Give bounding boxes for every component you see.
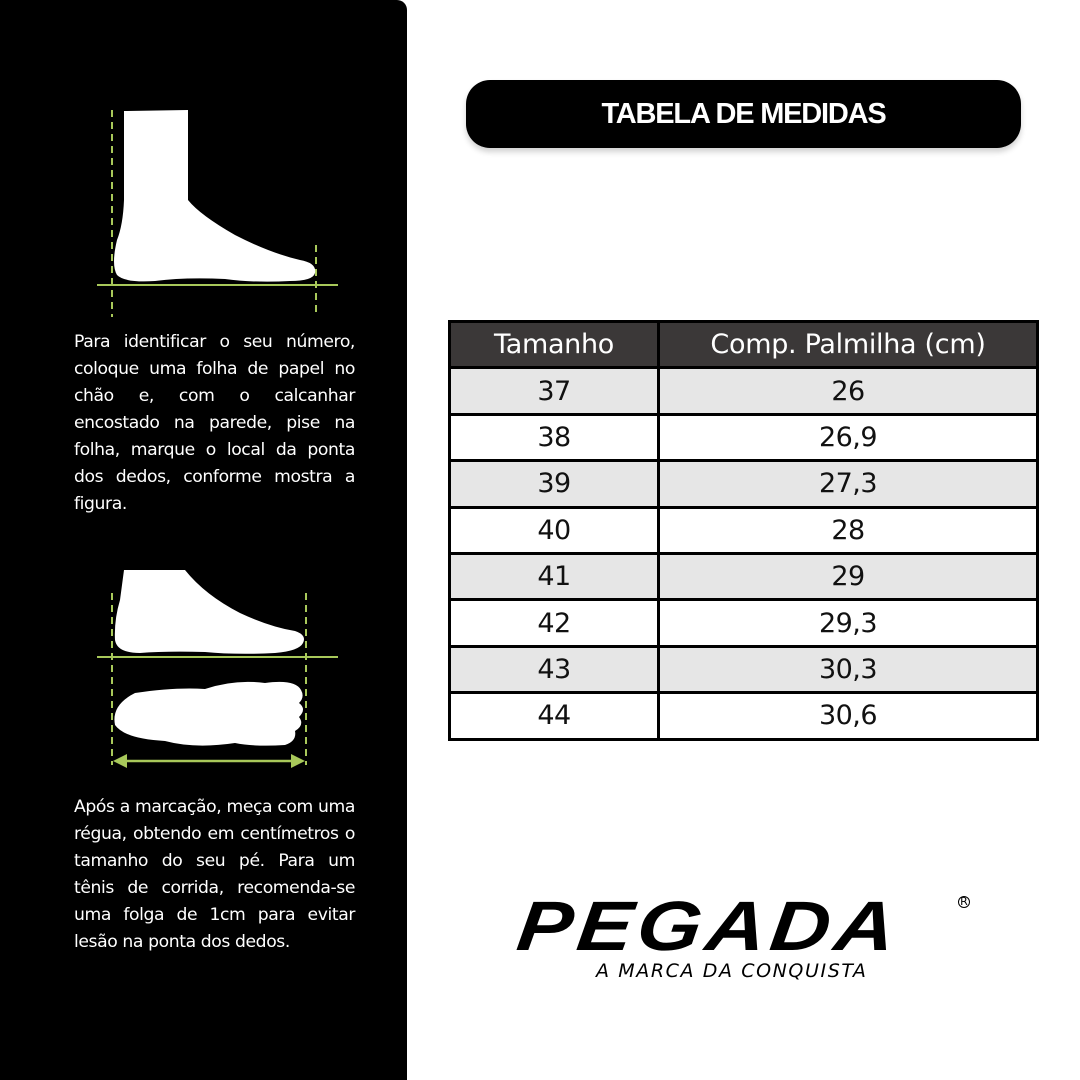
table-row: [450, 553, 1038, 599]
measure-instruction-step1: Para identificar o seu número, coloque uma folha de papel no chão e, com o calcanhar encostado na parede, pise na folha, marque o local da ponta dos dedos, conforme mostra a figura.: [74, 332, 355, 514]
page-title: TABELA DE MEDIDAS: [601, 97, 886, 130]
size-cell: 39: [450, 461, 659, 507]
size-chart-table: [448, 320, 1039, 741]
size-cell: 41: [450, 553, 659, 599]
column-header-insole-length: Comp. Palmilha (cm): [659, 322, 1038, 368]
brand-name: PEGADA: [513, 887, 905, 965]
table-row: [450, 507, 1038, 553]
length-cell: 29: [659, 553, 1038, 599]
length-cell: 26: [659, 368, 1038, 414]
table-row: [450, 368, 1038, 414]
brand-tagline: A MARCA DA CONQUISTA: [596, 960, 868, 982]
instructions-panel: [0, 0, 407, 1080]
length-cell: 30,3: [659, 646, 1038, 692]
foot-measure-icon: [95, 565, 345, 775]
size-cell: 40: [450, 507, 659, 553]
size-cell: 42: [450, 600, 659, 646]
size-chart-title-banner: [466, 80, 1021, 148]
size-cell: 44: [450, 693, 659, 739]
registered-trademark-icon: R: [958, 896, 970, 908]
size-cell: 37: [450, 368, 659, 414]
length-cell: 29,3: [659, 600, 1038, 646]
measure-instruction-step2: Após a marcação, meça com uma régua, obtendo em centímetros o tamanho do seu pé. Para um tênis de corrida, recomenda-se uma folga de 1cm para evitar lesão na ponta dos dedos.: [74, 797, 355, 952]
length-cell: 27,3: [659, 461, 1038, 507]
length-cell: 30,6: [659, 693, 1038, 739]
table-row: [450, 646, 1038, 692]
table-row: [450, 600, 1038, 646]
brand-logo: [513, 887, 978, 982]
table-row: [450, 414, 1038, 460]
length-cell: 28: [659, 507, 1038, 553]
table-row: [450, 461, 1038, 507]
size-cell: 38: [450, 414, 659, 460]
column-header-size: Tamanho: [450, 322, 659, 368]
size-cell: 43: [450, 646, 659, 692]
table-row: [450, 693, 1038, 739]
length-cell: 26,9: [659, 414, 1038, 460]
foot-side-icon: [95, 105, 345, 320]
table-header-row: [450, 322, 1038, 368]
